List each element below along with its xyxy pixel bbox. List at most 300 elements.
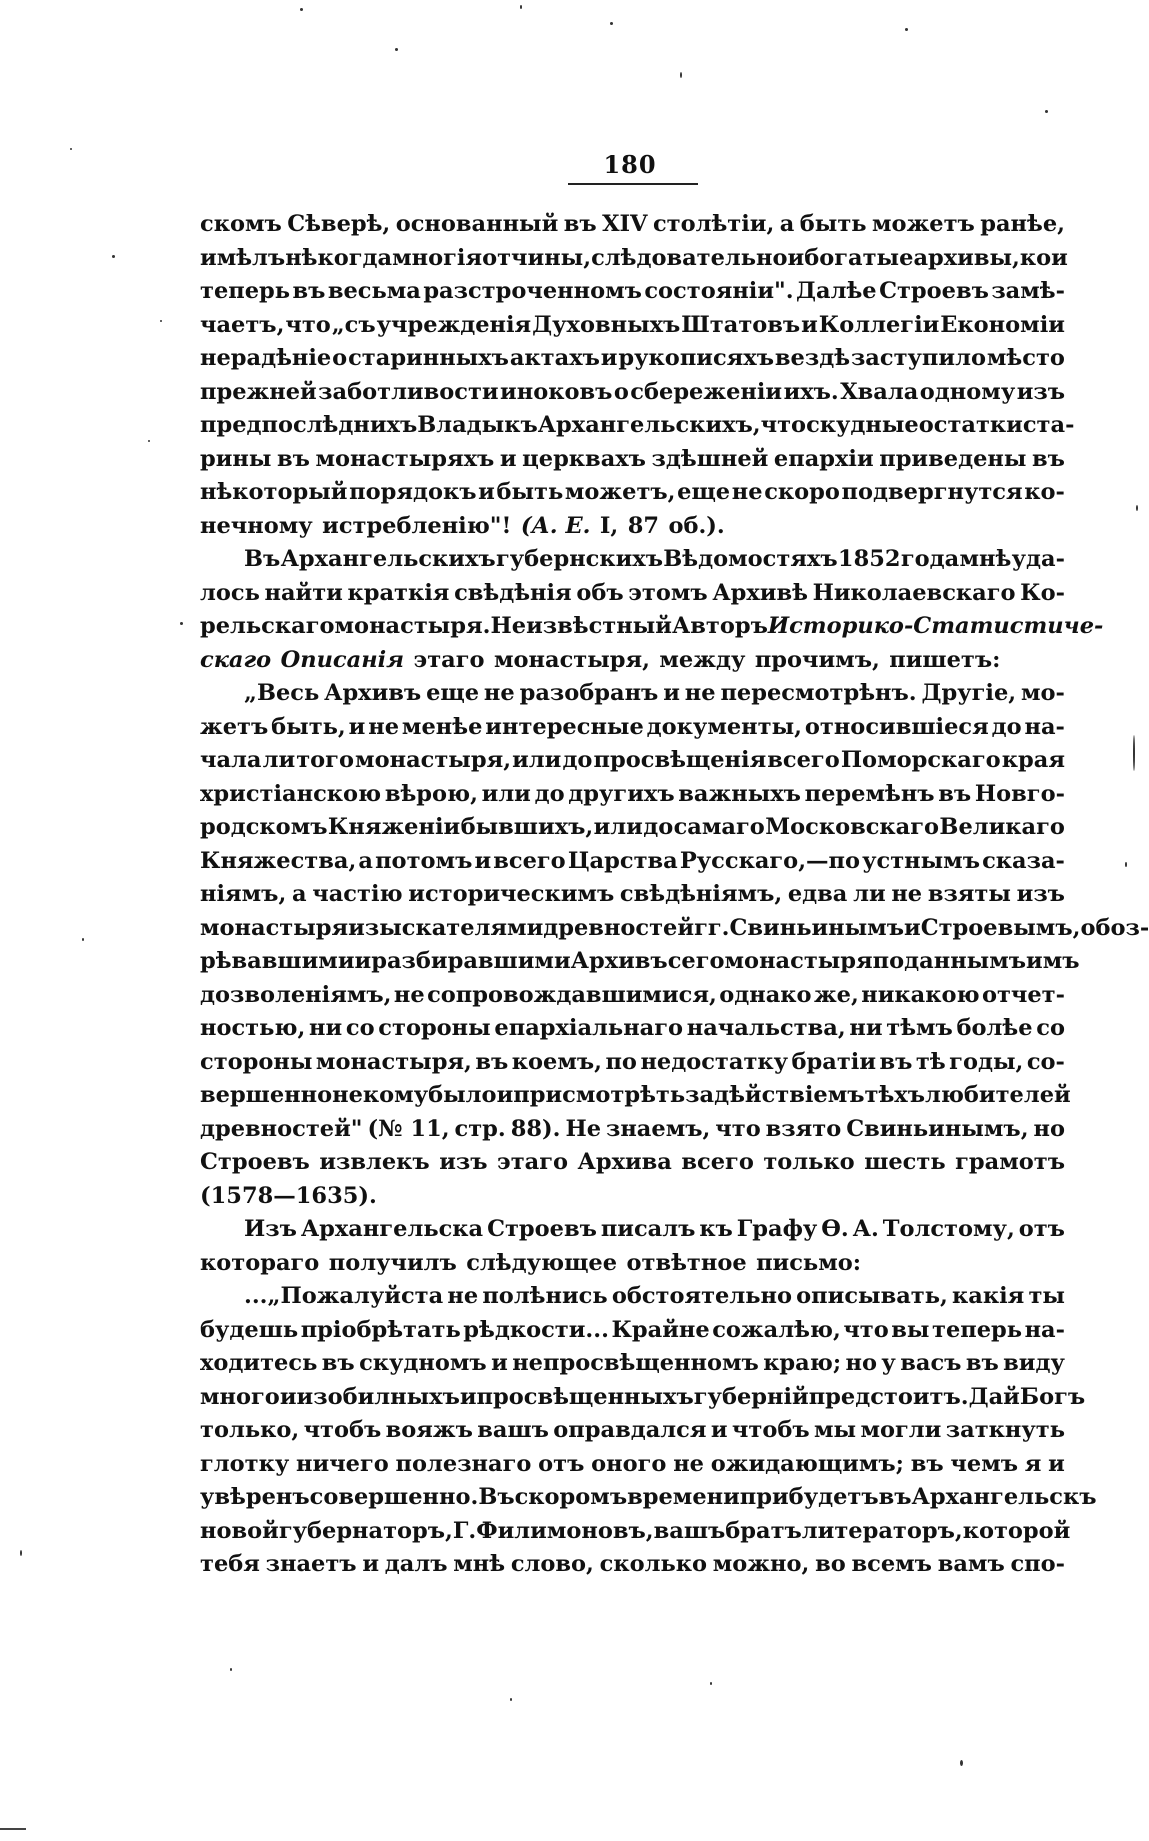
text-line (200, 1548, 1065, 1582)
word: прибудетъ (739, 1484, 879, 1510)
scan-speck (520, 5, 522, 9)
word: скудномъ (359, 1350, 487, 1376)
word: извлекъ (319, 1149, 430, 1175)
word: времени (627, 1484, 740, 1510)
text-line (200, 409, 1075, 443)
scan-speck (300, 8, 303, 11)
word: сего (667, 948, 725, 974)
word: церквахъ (522, 445, 646, 472)
word: Владыкъ (417, 412, 538, 438)
word: и (491, 1350, 508, 1376)
word: отчины, (482, 244, 592, 271)
word: новой (200, 1517, 279, 1544)
word: даннымъ (904, 948, 1027, 974)
word: и (474, 847, 492, 874)
word: Архивѣ (712, 579, 808, 606)
word: литераторъ, (801, 1517, 963, 1544)
word: сколько (599, 1551, 707, 1577)
word: просвѣщенныхъ (476, 1383, 694, 1410)
word: разстроченномъ (423, 278, 642, 304)
word: Вѣдомостяхъ (663, 546, 838, 572)
word: слѣдующее (466, 1249, 618, 1276)
text-line (200, 1280, 1065, 1314)
word: (А. Е. (520, 512, 591, 539)
scan-speck (70, 148, 72, 150)
word: замѣ- (991, 278, 1065, 304)
word: полезнаго (395, 1450, 532, 1477)
word: свѣдѣніямъ, (619, 881, 783, 907)
word: монастыряхъ (315, 445, 495, 472)
word: Духовныхъ (532, 311, 681, 338)
text-line (200, 610, 1104, 644)
word: отчет- (981, 981, 1065, 1008)
word: которой (962, 1517, 1071, 1544)
word: слѣдовательно (591, 244, 788, 271)
word: Московскаго (765, 814, 940, 840)
word: и (499, 445, 517, 472)
word: въ (1031, 445, 1065, 472)
text-line (200, 878, 1065, 912)
scan-speck (180, 622, 183, 625)
word: виду (1003, 1350, 1065, 1376)
word: присмотрѣть (513, 1082, 686, 1108)
word: этомъ (628, 579, 708, 606)
scan-speck (960, 1760, 963, 1766)
word: актахъ (509, 345, 600, 371)
word: состояніи". (644, 278, 794, 304)
word: котораго (200, 1249, 320, 1276)
word: о (613, 378, 629, 405)
word: Сѣверѣ, (287, 211, 391, 237)
text-line (200, 711, 1065, 745)
word: вездѣ (774, 345, 851, 371)
word: одному (919, 378, 1016, 405)
word: того (296, 747, 354, 773)
word: много (200, 1383, 280, 1410)
word: этаго (497, 1149, 569, 1175)
word: Николаевскаго (812, 579, 1016, 606)
word: самаго (673, 814, 765, 840)
word: „Весь (244, 680, 320, 706)
word: коемъ, (511, 1048, 602, 1075)
word: къ (699, 1216, 733, 1242)
word: заботливости (318, 378, 499, 405)
word: вояжъ (385, 1417, 473, 1443)
word: ко- (1024, 479, 1065, 505)
word: же, (813, 981, 859, 1008)
word: Толстому, (882, 1216, 1015, 1242)
word: пересмотрѣнъ. (720, 680, 917, 706)
word: здѣшней (651, 445, 769, 472)
word: Неизвѣстный (490, 613, 672, 639)
word: или (512, 747, 562, 773)
word: Филимоновъ, (476, 1517, 654, 1544)
scan-speck (112, 255, 115, 258)
word: Княженіи (327, 814, 461, 840)
word: нѣкоторый (200, 479, 348, 505)
word: что (843, 1316, 889, 1343)
word: 1852 (837, 546, 901, 572)
word: мо- (1020, 680, 1065, 706)
text-line (200, 476, 1065, 510)
word: устнымъ (862, 847, 980, 874)
word: сожалѣю, (712, 1316, 841, 1343)
word: можно, (712, 1551, 810, 1577)
word: я (1024, 1450, 1042, 1477)
word: изъ (1016, 378, 1065, 405)
text-line (200, 342, 1065, 376)
word: и (478, 479, 495, 505)
word: чемъ (950, 1450, 1019, 1477)
word: полѣнись (482, 1283, 608, 1309)
word: не (731, 479, 763, 505)
text-line (200, 376, 1065, 410)
word: или (481, 780, 531, 807)
word: 88). (510, 1115, 561, 1142)
word: основанный (395, 211, 559, 237)
word: многія (392, 244, 483, 271)
word: совершенно. (309, 1484, 479, 1510)
word: потомъ (375, 847, 473, 874)
word: ни (849, 1015, 883, 1041)
word: не (368, 713, 400, 740)
scan-speck (905, 28, 908, 31)
word: Строевъ (487, 1216, 597, 1242)
word: губернаторъ, (278, 1517, 453, 1544)
word: въ (475, 1048, 509, 1075)
word: и (459, 1383, 477, 1410)
word: скоро (764, 479, 840, 505)
word: Богъ (1019, 1383, 1086, 1410)
text-line (200, 1481, 1097, 1515)
word: тебя (200, 1551, 260, 1577)
word: Архангельскихъ, (537, 412, 761, 438)
word: монастыря. (334, 613, 491, 639)
word: Свиньинымъ (729, 914, 904, 941)
word: и (348, 713, 366, 740)
word: порядокъ (349, 479, 477, 505)
word: заступило (850, 345, 986, 371)
word: сбереженіи (630, 378, 783, 405)
word: и (904, 914, 921, 941)
word: ...„Пожалуйста (244, 1283, 444, 1309)
word: найти (264, 579, 343, 606)
word: Крайне (611, 1316, 710, 1343)
word: монастыря, (355, 747, 512, 773)
word: могли (860, 1417, 942, 1443)
word: и (496, 1082, 514, 1108)
word: сопровождавшимися, (427, 981, 717, 1008)
word: дозволеніямъ, (200, 981, 392, 1008)
word: со (1036, 1015, 1065, 1041)
word: (№ 11, (367, 1115, 450, 1142)
word: годы, (949, 1048, 1024, 1075)
word: Графу (736, 1216, 818, 1242)
word: мнѣ (959, 546, 1012, 572)
word: Економіи (940, 311, 1065, 338)
text-line (200, 1515, 1071, 1549)
word: об.). (668, 512, 725, 539)
text-line (200, 543, 1065, 577)
word: однако (719, 981, 812, 1008)
word: въ (292, 278, 326, 304)
word: между (659, 646, 746, 673)
word: лось (200, 579, 260, 606)
scan-speck (510, 1698, 512, 1701)
scan-speck (230, 1668, 232, 1671)
word: вашъ (653, 1517, 726, 1544)
word: у (881, 1350, 896, 1376)
word: разбиравшими (371, 948, 571, 974)
word: на- (1024, 1316, 1065, 1343)
word: бывшихъ, (460, 814, 594, 840)
word: не (891, 881, 923, 907)
word: Дай (968, 1383, 1020, 1410)
text-line (200, 1113, 1065, 1147)
word: Архангельска (300, 1216, 484, 1242)
scan-speck (1136, 505, 1138, 511)
text-line (200, 1046, 1065, 1080)
word: Архивъ (324, 680, 422, 706)
word: но (845, 1350, 878, 1376)
word: начальства, (686, 1015, 846, 1041)
word: а (358, 847, 373, 874)
word: ли (262, 747, 296, 773)
word: Строевымъ, (920, 914, 1081, 941)
word: пріобрѣтать (300, 1316, 461, 1343)
word: всего (493, 847, 566, 874)
word: рѣдкости... (463, 1316, 609, 1343)
word: Коллегіи (818, 311, 940, 338)
word: Княжества, (200, 847, 357, 874)
word: не (447, 1283, 479, 1309)
word: и (600, 345, 618, 371)
word: свѣдѣнія (454, 579, 572, 606)
scan-speck (160, 320, 162, 322)
word: отъ (538, 1450, 585, 1477)
word: въ (965, 1350, 999, 1376)
word: А. (852, 1216, 879, 1242)
word: монастыря (724, 948, 873, 974)
text-line (200, 1180, 1065, 1214)
word: и (663, 680, 680, 706)
word: въ (938, 780, 972, 807)
word: получилъ (328, 1249, 457, 1276)
word: и (801, 311, 818, 338)
word: но (1033, 1115, 1065, 1142)
word: тѣ (915, 1048, 946, 1075)
word: скаго (200, 646, 272, 673)
text-line (200, 1247, 1065, 1281)
word: истребленію"! (322, 512, 512, 539)
text-line (200, 912, 1149, 946)
text-line (200, 1079, 1071, 1113)
word: ихъ. (783, 378, 839, 405)
word: Историко-Статистиче- (767, 613, 1104, 639)
word: отъ (1018, 1216, 1065, 1242)
word: Описанія (280, 646, 405, 673)
word: (1578—1635). (200, 1182, 377, 1209)
word: Архивъ (570, 948, 668, 974)
word: скоромъ (514, 1484, 628, 1510)
word: тѣмъ (886, 1015, 953, 1041)
word: тѣхъ (864, 1082, 925, 1108)
word: нечному (200, 512, 313, 539)
word: что (760, 412, 807, 438)
word: Ко- (1020, 579, 1065, 606)
word: епархіи (773, 445, 874, 472)
word: быть (799, 211, 867, 237)
word: Поморскаго (840, 747, 1001, 773)
word: всемъ (851, 1551, 932, 1577)
word: иноковъ (500, 378, 613, 405)
word: слово, (510, 1551, 594, 1577)
text-line (200, 510, 1065, 544)
text-line (200, 309, 1065, 343)
word: родскомъ (200, 814, 328, 840)
word: 87 (627, 512, 659, 539)
word: вершенно (200, 1082, 333, 1108)
word: нѣкогда (285, 244, 393, 271)
word: стороны (378, 1015, 491, 1041)
word: теперь (200, 278, 291, 304)
word: ностью, (200, 1015, 306, 1041)
word: шесть (864, 1149, 946, 1175)
word: и (787, 244, 805, 271)
word: что (715, 1115, 761, 1142)
word: ничего (296, 1450, 389, 1477)
word: Далѣе (796, 278, 877, 304)
word: въ (910, 1450, 944, 1477)
word: было (428, 1082, 497, 1108)
word: сказа- (982, 847, 1065, 874)
text-line (200, 979, 1065, 1013)
word: чтобъ (303, 1417, 382, 1443)
word: XIV (602, 211, 648, 237)
text-line (200, 275, 1065, 309)
word: только (763, 1149, 855, 1175)
word: Хвала (840, 378, 919, 405)
word: I, (599, 512, 619, 539)
text-line (200, 811, 1065, 845)
scan-speck (0, 1828, 26, 1830)
scan-speck (610, 22, 613, 25)
word: Изъ (244, 1216, 297, 1242)
word: Строевъ (879, 278, 989, 304)
word: остатки (918, 412, 1023, 438)
scan-speck (395, 48, 398, 51)
word: въ (563, 211, 597, 237)
word: глотку (200, 1450, 290, 1477)
word: монастыря, (315, 1048, 472, 1075)
word: края (1001, 747, 1065, 773)
word: до (534, 780, 565, 807)
word: Архангельскъ (911, 1484, 1097, 1510)
scan-speck (1125, 862, 1127, 867)
word: ходитесь (200, 1350, 318, 1376)
word: васъ (900, 1350, 962, 1376)
word: ожидающимъ; (710, 1450, 904, 1477)
word: еще (677, 479, 731, 505)
text-line (200, 1012, 1065, 1046)
text-line (200, 1146, 1065, 1180)
word: Свиньинымъ, (846, 1115, 1029, 1142)
word: въ (878, 1484, 912, 1510)
word: мнѣ (453, 1551, 506, 1577)
word: историческимъ (408, 881, 615, 907)
text-line (200, 1448, 1065, 1482)
word: еще (426, 680, 480, 706)
scan-speck (710, 1682, 712, 1685)
page-number: 180 (603, 150, 657, 179)
scan-speck (1133, 735, 1135, 771)
word: взяты (927, 881, 1011, 907)
word: ли (853, 881, 886, 907)
word: оного (591, 1450, 667, 1477)
text-line (200, 744, 1065, 778)
word: изыскателями (348, 914, 544, 941)
word: въ (321, 1350, 355, 1376)
word: менѣе (401, 713, 483, 740)
word: некому (332, 1082, 429, 1108)
word: будешь (200, 1316, 299, 1343)
word: всего (681, 1149, 754, 1175)
word: изъ (1016, 881, 1065, 907)
word: вѣрою, (384, 780, 478, 807)
word: обстоятельно (611, 1283, 792, 1309)
word: рельскаго (200, 613, 335, 639)
word: учрежденія (376, 311, 532, 338)
word: спо- (1010, 1551, 1065, 1577)
word: и (362, 1551, 380, 1577)
word: ста- (1022, 412, 1075, 438)
word: можетъ, (564, 479, 676, 505)
word: важныхъ (678, 780, 801, 807)
word: вамъ (937, 1551, 1005, 1577)
text-line (200, 242, 1068, 276)
word: не (684, 680, 716, 706)
word: въ (277, 445, 310, 472)
word: чала (200, 747, 262, 773)
word: ранѣе, (980, 211, 1065, 237)
word: кои (1019, 244, 1068, 271)
word: относившіеся (804, 713, 989, 740)
word: древностей" (200, 1115, 363, 1142)
word: документы, (646, 713, 802, 740)
word: дѣйствіемъ (714, 1082, 865, 1108)
word: нерадѣніе (200, 345, 332, 371)
word: описывать, (796, 1283, 948, 1309)
word: въ (879, 1048, 913, 1075)
word: вы (891, 1316, 930, 1343)
word: быть, (271, 713, 346, 740)
word: всего (767, 747, 840, 773)
scan-speck (148, 440, 150, 442)
word: Ѳ. (821, 1216, 849, 1242)
word: или (593, 814, 643, 840)
word: чтобъ (731, 1417, 810, 1443)
word: Въ (478, 1484, 515, 1510)
word: Архива (577, 1149, 672, 1175)
word: Новго- (974, 780, 1065, 807)
word: за (685, 1082, 715, 1108)
word: по (605, 1048, 637, 1075)
word: весьма (327, 278, 421, 304)
word: до (562, 747, 593, 773)
word: оправдался (553, 1417, 707, 1443)
word: пишетъ: (889, 646, 1001, 673)
word: Не (565, 1115, 602, 1142)
